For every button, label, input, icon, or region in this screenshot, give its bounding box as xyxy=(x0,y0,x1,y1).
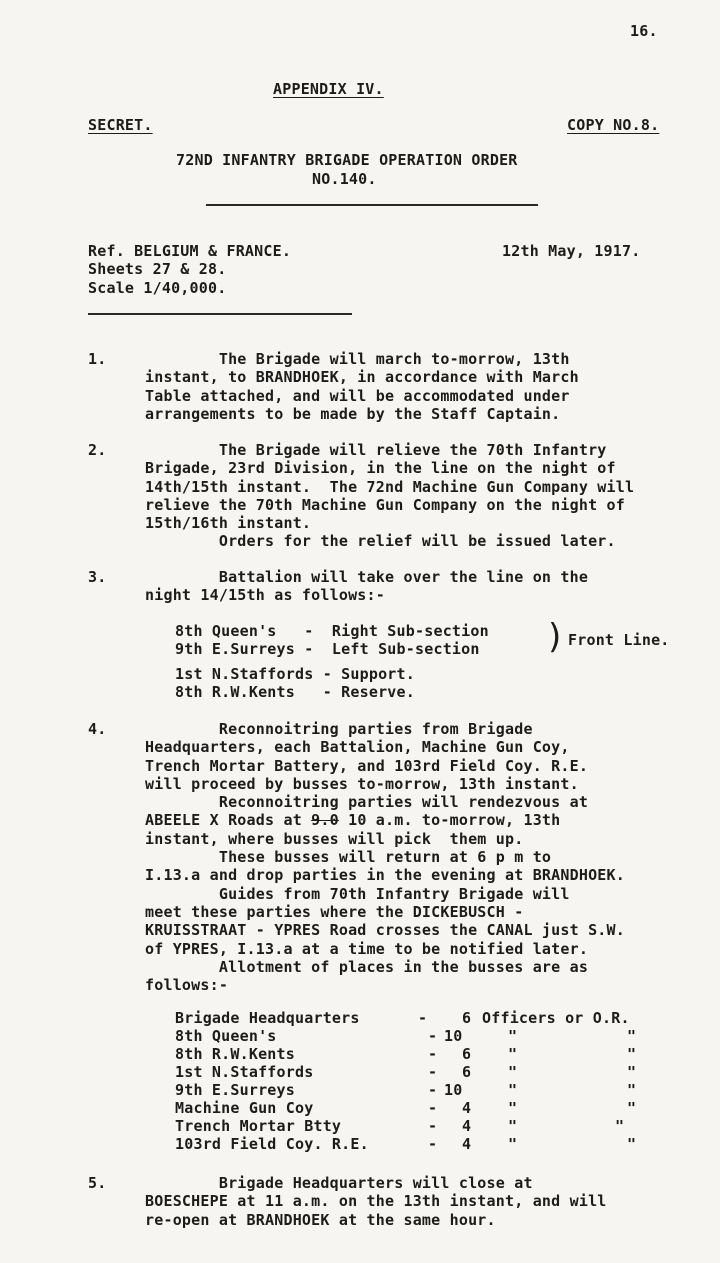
paragraph-1-text xyxy=(145,350,579,423)
text-line: Reconnoitring parties from Brigade xyxy=(145,720,533,738)
title-rule xyxy=(206,204,538,206)
text-line: Guides from 70th Infantry Brigade will xyxy=(145,884,570,903)
unit-line: 9th E.Surreys - Left Sub-section xyxy=(175,640,480,659)
allotment-category: Officers or O.R. xyxy=(482,1009,630,1027)
text-line: The Brigade will march to-morrow, 13th xyxy=(145,350,570,368)
paragraph-5-text xyxy=(145,1174,607,1229)
front-line-label: Front Line. xyxy=(568,631,670,649)
text-line: Allotment of places in the busses are as xyxy=(145,957,589,976)
text-line: re-open at BRANDHOEK at the same hour. xyxy=(145,1210,496,1229)
allotment-unit: Brigade Headquarters xyxy=(175,1009,360,1027)
secret-label: SECRET. xyxy=(88,116,153,134)
text-line: Brigade Headquarters will close at xyxy=(145,1174,533,1192)
text-line: BOESCHEPE at 11 a.m. on the 13th instant, and will xyxy=(145,1192,607,1211)
ditto-mark: " xyxy=(627,1099,637,1117)
paragraph-number: 3. xyxy=(88,568,107,586)
paragraph-2-text xyxy=(145,441,634,551)
unit-line: 8th R.W.Kents - Reserve. xyxy=(175,682,415,701)
bracket-glyph: ) xyxy=(545,617,566,657)
ditto-mark: " xyxy=(508,1027,518,1045)
allotment-dash: - xyxy=(428,1027,438,1045)
text-line: The Brigade will relieve the 70th Infantry xyxy=(145,441,607,459)
allotment-dash: - xyxy=(428,1045,438,1063)
allotment-count: 6 xyxy=(462,1009,472,1027)
allotment-unit: 9th E.Surreys xyxy=(175,1081,295,1099)
allotment-count: 6 xyxy=(462,1045,472,1063)
ditto-mark: " xyxy=(508,1135,518,1153)
text-line: night 14/15th as follows:- xyxy=(145,586,385,605)
allotment-unit: 8th Queen's xyxy=(175,1027,277,1045)
text-fragment: 10 a.m. to-morrow, 13th xyxy=(338,811,561,830)
paragraph-4-text xyxy=(145,720,625,994)
text-line: Orders for the relief will be issued later. xyxy=(145,532,616,551)
ditto-mark: " xyxy=(627,1135,637,1153)
text-line: Headquarters, each Battalion, Machine Gun Coy, xyxy=(145,738,570,757)
ditto-mark: " xyxy=(508,1099,518,1117)
ditto-mark: " xyxy=(627,1081,637,1099)
ditto-mark: " xyxy=(508,1081,518,1099)
text-line: I.13.a and drop parties in the evening at BRANDHOEK. xyxy=(145,866,625,885)
text-line: relieve the 70th Machine Gun Company on the night of xyxy=(145,495,625,514)
allotment-dash: - xyxy=(428,1117,438,1135)
allotment-count: 4 xyxy=(462,1117,472,1135)
text-line: instant, where busses will pick them up. xyxy=(145,829,524,848)
unit-list xyxy=(175,622,489,701)
text-line: of YPRES, I.13.a at a time to be notified later. xyxy=(145,939,589,958)
ref-line: Sheets 27 & 28. xyxy=(88,260,227,279)
reference-block xyxy=(88,242,291,297)
text-line xyxy=(145,811,625,829)
order-number: NO.140. xyxy=(312,170,377,188)
allotment-count: 10 xyxy=(444,1027,463,1045)
allotment-dash: - xyxy=(428,1081,438,1099)
text-line: instant, to BRANDHOEK, in accordance with March xyxy=(145,368,579,387)
ref-line: Scale 1/40,000. xyxy=(88,278,227,297)
paragraph-number: 2. xyxy=(88,441,107,459)
allotment-dash: - xyxy=(428,1099,438,1117)
allotment-unit: 8th R.W.Kents xyxy=(175,1045,295,1063)
paragraph-number: 1. xyxy=(88,350,107,368)
ditto-mark: " xyxy=(615,1117,625,1135)
allotment-unit: Trench Mortar Btty xyxy=(175,1117,342,1135)
text-fragment: ABEELE X Roads at xyxy=(145,811,312,830)
text-line: Table attached, and will be accommodated under xyxy=(145,386,570,405)
paragraph-3-text xyxy=(145,568,588,605)
text-line: Battalion will take over the line on the xyxy=(145,568,589,586)
page-number: 16. xyxy=(630,22,658,40)
allotment-dash: - xyxy=(418,1009,428,1027)
ditto-mark: " xyxy=(508,1045,518,1063)
text-line: Brigade, 23rd Division, in the line on the night of xyxy=(145,459,616,478)
allotment-dash: - xyxy=(428,1135,438,1153)
text-line: 15th/16th instant. xyxy=(145,514,312,533)
struck-text: 9.0 xyxy=(311,811,339,830)
allotment-count: 10 xyxy=(444,1081,463,1099)
ditto-mark: " xyxy=(508,1063,518,1081)
allotment-unit: 1st N.Staffords xyxy=(175,1063,314,1081)
text-line: follows:- xyxy=(145,976,229,995)
unit-line: 1st N.Staffords - Support. xyxy=(175,664,415,683)
text-line: meet these parties where the DICKEBUSCH - xyxy=(145,902,524,921)
ditto-mark: " xyxy=(627,1027,637,1045)
order-date: 12th May, 1917. xyxy=(502,242,641,260)
unit-line: 8th Queen's - Right Sub-section xyxy=(175,622,489,640)
allotment-unit: Machine Gun Coy xyxy=(175,1099,314,1117)
appendix-heading: APPENDIX IV. xyxy=(273,80,384,98)
paragraph-number: 4. xyxy=(88,720,107,738)
text-line: KRUISSTRAAT - YPRES Road crosses the CANAL just S.W. xyxy=(145,921,625,940)
ref-line: Ref. BELGIUM & FRANCE. xyxy=(88,242,292,260)
allotment-count: 6 xyxy=(462,1063,472,1081)
copy-number: COPY NO.8. xyxy=(567,116,660,134)
paragraph-number: 5. xyxy=(88,1174,107,1192)
text-line: arrangements to be made by the Staff Captain. xyxy=(145,404,561,423)
allotment-count: 4 xyxy=(462,1099,472,1117)
ditto-mark: " xyxy=(508,1117,518,1135)
allotment-unit: 103rd Field Coy. R.E. xyxy=(175,1135,369,1153)
text-line: Trench Mortar Battery, and 103rd Field Coy. R.E. xyxy=(145,756,589,775)
allotment-dash: - xyxy=(428,1063,438,1081)
order-title: 72ND INFANTRY BRIGADE OPERATION ORDER xyxy=(176,151,518,169)
ditto-mark: " xyxy=(627,1045,637,1063)
text-line: 14th/15th instant. The 72nd Machine Gun Company will xyxy=(145,477,635,496)
text-line: Reconnoitring parties will rendezvous at xyxy=(145,793,589,812)
text-line: These busses will return at 6 p m to xyxy=(145,848,552,867)
ditto-mark: " xyxy=(627,1063,637,1081)
text-line: will proceed by busses to-morrow, 13th instant. xyxy=(145,774,579,793)
allotment-count: 4 xyxy=(462,1135,472,1153)
reference-rule xyxy=(88,313,352,315)
